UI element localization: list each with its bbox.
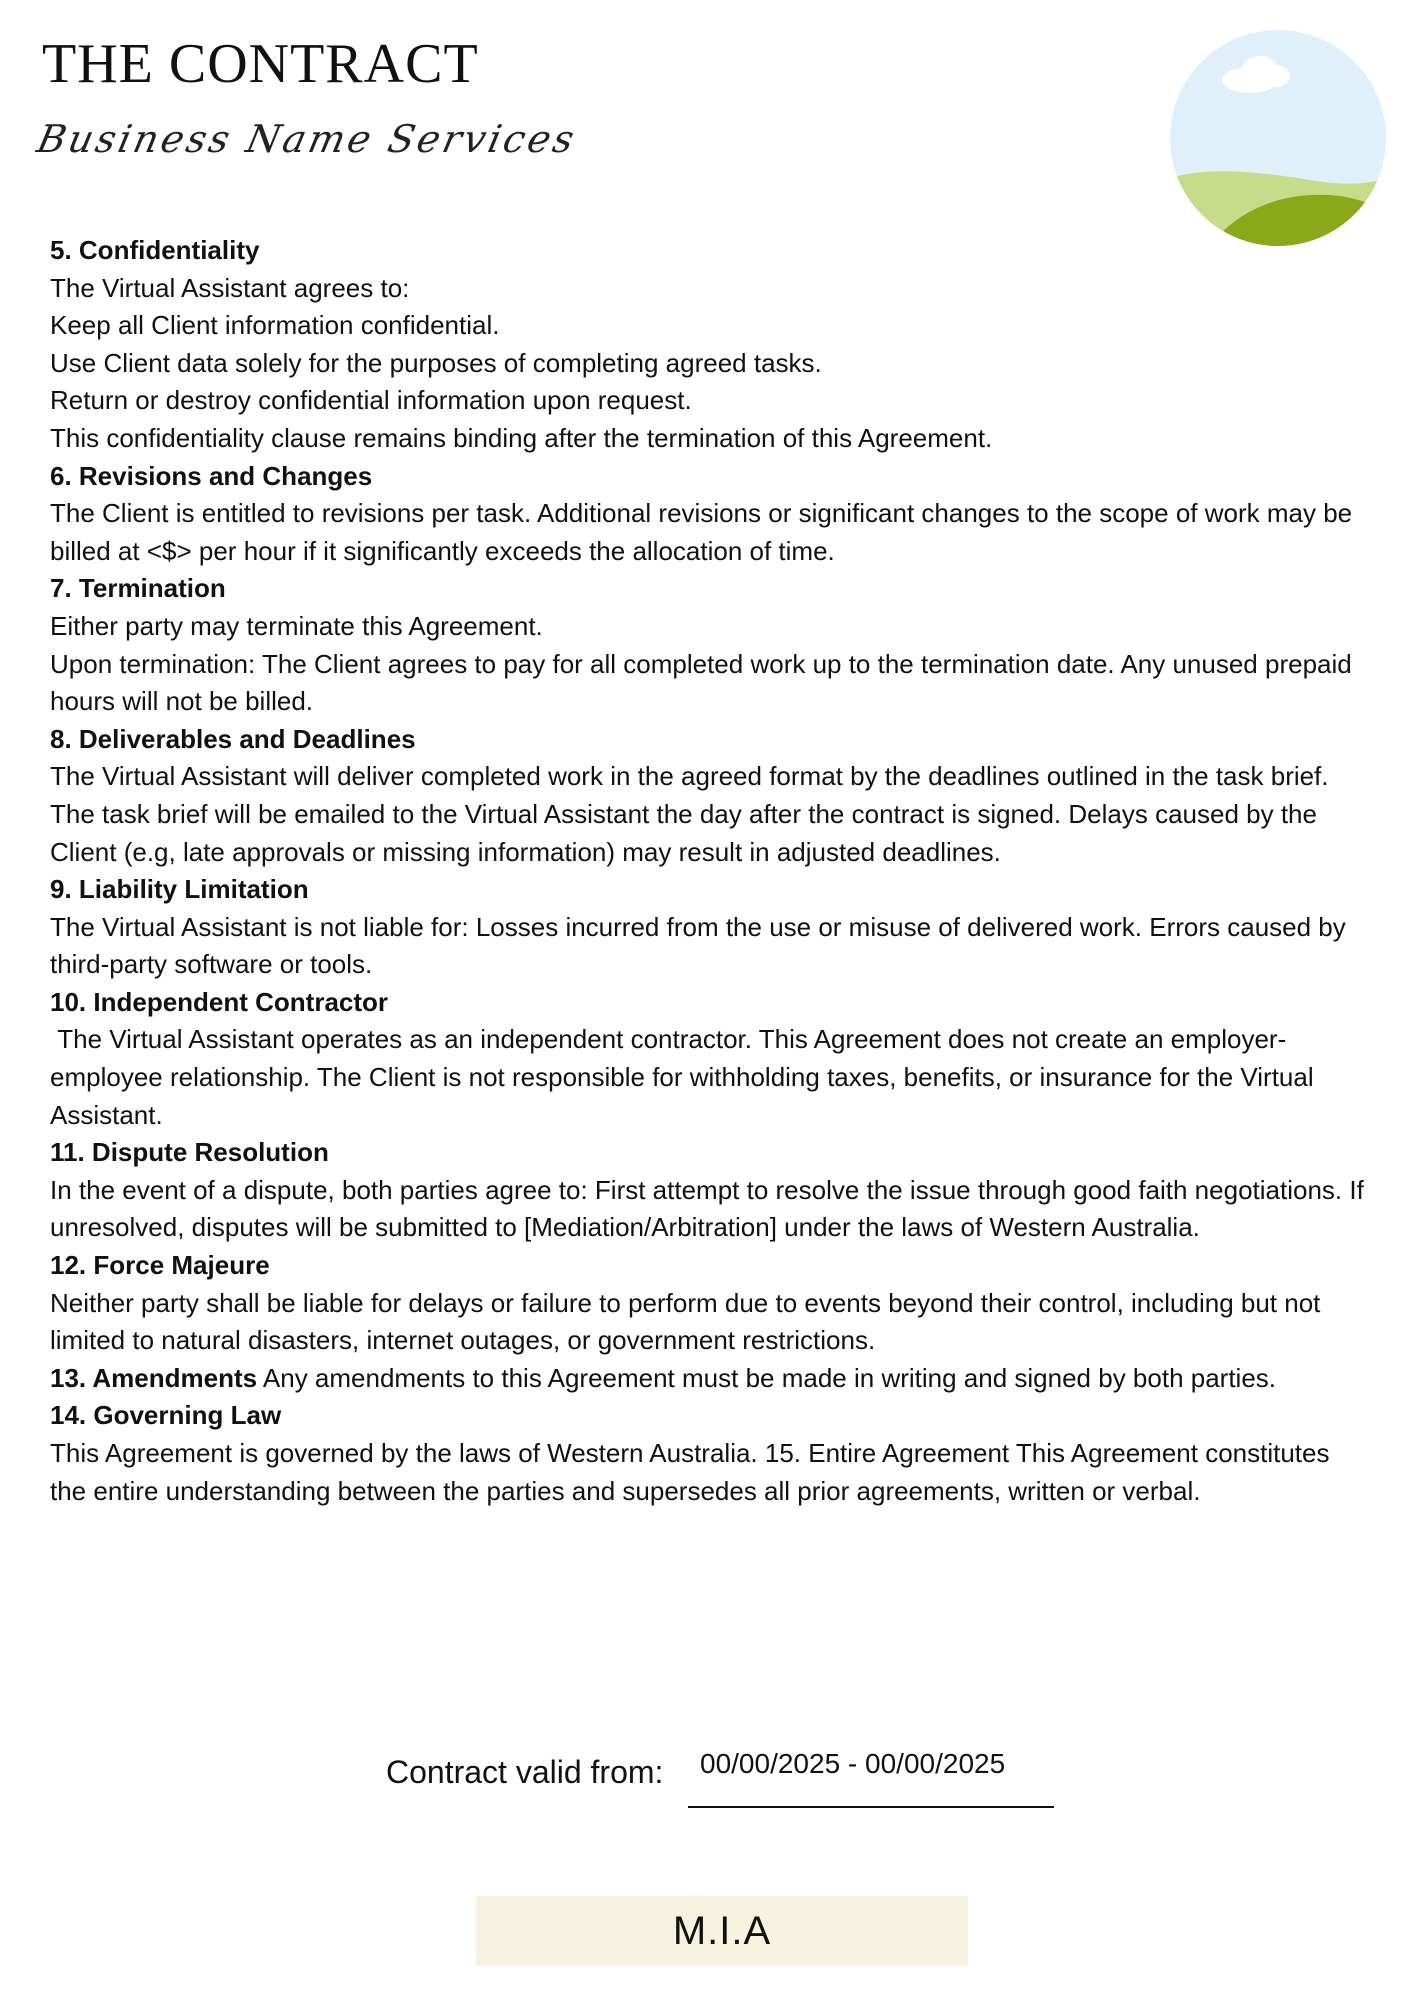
section-line: Use Client data solely for the purposes of completing agreed tasks. [50,347,822,378]
section-amendments [50,1360,1370,1398]
section-paragraph: Neither party shall be liable for delays or failure to perform due to events beyond their control, including but not limited to natural disasters, internet outages, or government restrictions. [50,1287,1321,1356]
section-confidentiality [50,232,1370,458]
section-paragraph: The Virtual Assistant operates as an independent contractor. This Agreement does not create an employer- employee relationship. The Client is not responsible for withholding taxes, benefits, or insurance for the Virtual Assistant. [50,1024,1320,1130]
section-heading: 13. Amendments [50,1362,258,1393]
section-line: The Virtual Assistant agrees to: [50,272,410,303]
section-dispute-resolution [50,1134,1370,1247]
section-heading: 14. Governing Law [50,1400,282,1431]
validity-underline [688,1806,1054,1808]
validity-dates-field: 00/00/2025 - 00/00/2025 [700,1748,1006,1779]
section-line: Either party may terminate this Agreement. [50,610,543,641]
landscape-circle-icon [1170,30,1386,246]
section-termination [50,570,1370,720]
section-paragraph: The Virtual Assistant will deliver completed work in the agreed format by the deadlines outlined in the task brief. The task brief will be emailed to the Virtual Assistant the day after the contract is signed. Delays caused by the Client (e.g, late approvals or missing information) may result in adjusted deadlines. [50,761,1329,867]
section-inline-text: Any amendments to this Agreement must be made in writing and signed by both parties. [257,1362,1277,1393]
section-heading: 10. Independent Contractor [50,986,389,1017]
section-paragraph: This Agreement is governed by the laws of Western Australia. 15. Entire Agreement This Agreement constitutes the entire understanding between the parties and supersedes all prior agreements, written or verbal. [50,1438,1330,1506]
business-name-subtitle: Business Name Services [33,117,581,161]
validity-label: Contract valid from: [386,1754,664,1790]
section-revisions [50,458,1370,571]
document-title: THE CONTRACT [42,33,479,95]
section-governing-law [50,1397,1370,1510]
section-paragraph: Upon termination: The Client agrees to pay for all completed work up to the termination date. Any unused prepaid hours will not be billed. [50,648,1352,717]
section-line: This confidentiality clause remains binding after the termination of this Agreement. [50,422,993,453]
section-liability [50,871,1370,984]
section-heading: 6. Revisions and Changes [50,460,373,491]
section-heading: 5. Confidentiality [50,235,260,265]
section-paragraph: The Client is entitled to revisions per task. Additional revisions or significant changes to the scope of work may be billed at <$> per hour if it significantly exceeds the allocation of time. [50,498,1353,566]
contract-body [50,232,1370,1510]
section-paragraph: The Virtual Assistant is not liable for: Losses incurred from the use or misuse of delivered work. Errors caused by third-party software or tools. [50,911,1346,980]
section-heading: 9. Liability Limitation [50,874,309,905]
section-deliverables [50,721,1370,871]
section-heading: 7. Termination [50,573,226,604]
signature-initials-box: M.I.A [476,1896,968,1966]
section-line: Return or destroy confidential information upon request. [50,385,692,416]
section-paragraph: In the event of a dispute, both parties agree to: First attempt to resolve the issue through good faith negotiations. If unresolved, disputes will be submitted to [Mediation/Arbitration] under the laws of Western Australia. [50,1174,1364,1243]
section-line: Keep all Client information confidential. [50,310,500,341]
section-heading: 12. Force Majeure [50,1250,270,1281]
section-force-majeure [50,1247,1370,1360]
section-inline-paragraph [50,1360,1370,1398]
section-heading: 11. Dispute Resolution [50,1137,329,1168]
section-independent-contractor [50,984,1370,1134]
section-heading: 8. Deliverables and Deadlines [50,723,416,754]
